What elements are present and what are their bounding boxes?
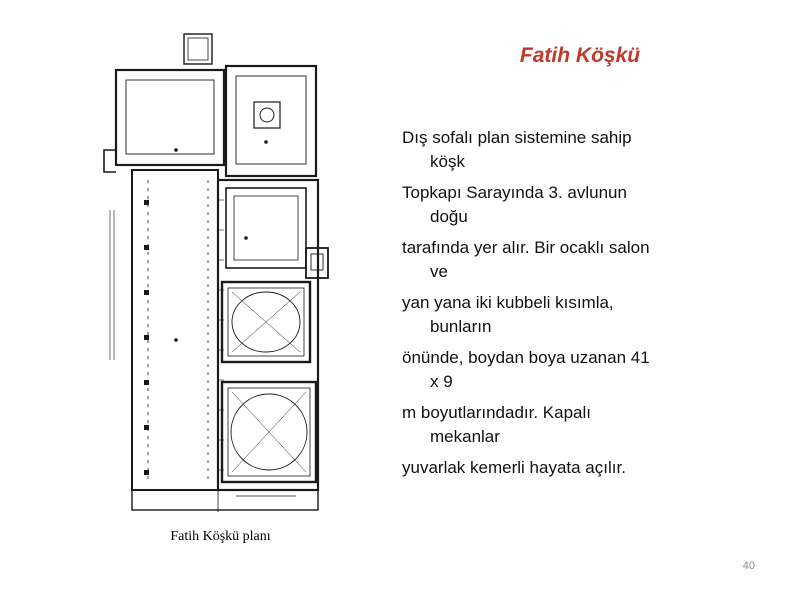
- figure-caption: Fatih Köşkü planı: [170, 529, 271, 544]
- body-text: [402, 127, 742, 488]
- floor-plan-drawing: [96, 30, 341, 517]
- paragraph-line: mekanlar: [430, 427, 500, 446]
- paragraph-line: m boyutlarındadır. Kapalı: [402, 403, 592, 422]
- paragraph: [402, 402, 742, 448]
- paragraph-line: önünde, boydan boya uzanan 41: [402, 348, 650, 367]
- slide-title: Fatih Köşkü: [519, 44, 641, 67]
- paragraph: [402, 347, 742, 393]
- paragraph: [402, 237, 742, 283]
- paragraph-line: tarafında yer alır. Bir ocaklı salon: [402, 238, 650, 257]
- paragraph-line: Topkapı Sarayında 3. avlunun: [402, 183, 627, 202]
- paragraph-line: ve: [430, 262, 448, 281]
- paragraph-line: x 9: [430, 372, 453, 391]
- paragraph: [402, 457, 742, 479]
- page-number: 40: [742, 560, 755, 572]
- paragraph: [402, 127, 742, 173]
- paragraph-line: bunların: [430, 317, 492, 336]
- paragraph-line: köşk: [430, 152, 465, 171]
- floor-plan-figure: [96, 30, 341, 517]
- paragraph: [402, 182, 742, 228]
- paragraph-line: doğu: [430, 207, 468, 226]
- paragraph-line: yan yana iki kubbeli kısımla,: [402, 293, 614, 312]
- paragraph: [402, 292, 742, 338]
- paragraph-line: yuvarlak kemerli hayata açılır.: [402, 458, 626, 477]
- paragraph-line: Dış sofalı plan sistemine sahip: [402, 128, 632, 147]
